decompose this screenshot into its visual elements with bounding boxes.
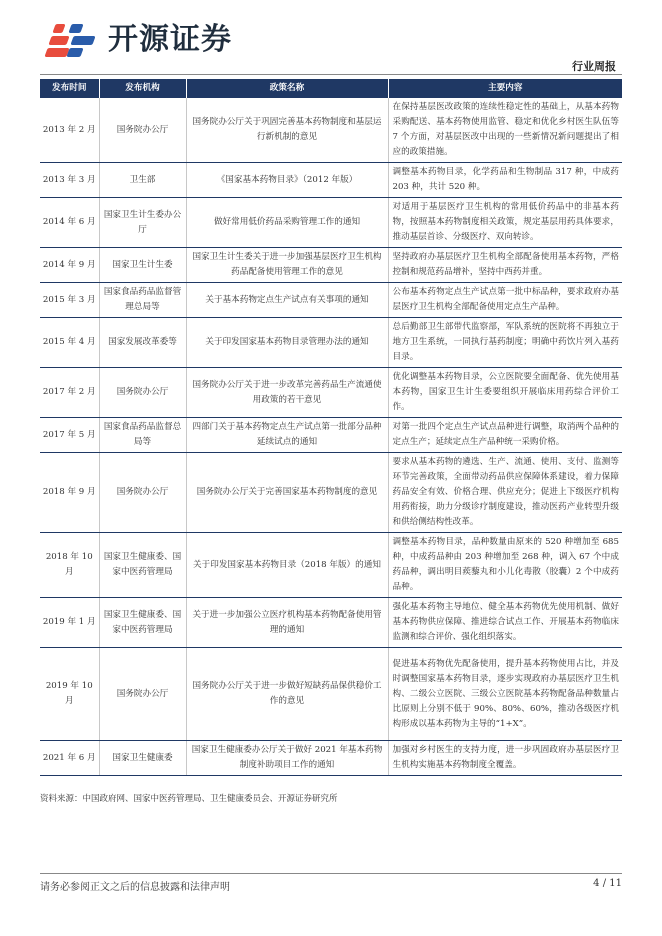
- policy-table: [40, 79, 622, 776]
- cell-org: 国家卫生计生委: [99, 248, 186, 283]
- cell-policy-name: 四部门关于基本药物定点生产试点第一批部分品种延续试点的通知: [186, 418, 388, 453]
- cell-policy-name: 关于基本药物定点生产试点有关事项的通知: [186, 283, 388, 318]
- source-note: 资料来源：中国政府网、国家中医药管理局、卫生健康委员会、开源证券研究所: [40, 794, 338, 804]
- cell-date: 2013 年 3 月: [40, 163, 99, 198]
- cell-org: 卫生部: [99, 163, 186, 198]
- cell-org: 国家食品药品监督管理总局等: [99, 283, 186, 318]
- cell-date: 2014 年 9 月: [40, 248, 99, 283]
- column-header-org: 发布机构: [99, 79, 186, 98]
- cell-content: 坚持政府办基层医疗卫生机构全部配备使用基本药物，严格控制和规范药品增补，坚持中西药并重。: [388, 248, 622, 283]
- cell-policy-name: 国务院办公厅关于巩固完善基本药物制度和基层运行新机制的意见: [186, 98, 388, 163]
- cell-date: 2018 年 9 月: [40, 453, 99, 533]
- cell-content: 总后勤部卫生部带代监察部，军队系统的医院将不再独立于地方卫生系统，一同执行基药制度；明确中药饮片列入基药目录。: [388, 318, 622, 368]
- cell-policy-name: 做好常用低价药品采购管理工作的通知: [186, 198, 388, 248]
- cell-content: 要求从基本药物的遴选、生产、流通、使用、支付、监测等环节完善政策，全面带动药品供应保障体系建设，着力保障药品安全有效、价格合理、供应充分；促进上下级医疗机构用药衔接，助力分级诊疗制度建设，推动医药产业转型升级和供给侧结构性改革。: [388, 453, 622, 533]
- cell-date: 2019 年 1 月: [40, 598, 99, 648]
- page-header: [0, 0, 662, 80]
- logo-mark-icon: [50, 20, 102, 60]
- table-row: [40, 248, 622, 283]
- cell-policy-name: 国务院办公厅关于进一步做好短缺药品保供稳价工作的意见: [186, 648, 388, 741]
- column-header-date: 发布时间: [40, 79, 99, 98]
- cell-policy-name: 关于印发国家基本药物目录管理办法的通知: [186, 318, 388, 368]
- cell-org: 国家卫生健康委、国家中医药管理局: [99, 533, 186, 598]
- cell-org: 国务院办公厅: [99, 648, 186, 741]
- cell-org: 国家卫生计生委办公厅: [99, 198, 186, 248]
- cell-content: 公布基本药物定点生产试点第一批中标品种，要求政府办基层医疗卫生机构全部配备使用定点生产品种。: [388, 283, 622, 318]
- cell-date: 2019 年 10 月: [40, 648, 99, 741]
- table-row: [40, 368, 622, 418]
- table-body: [40, 98, 622, 776]
- company-logo: [50, 20, 270, 60]
- report-type-label: 行业周报: [572, 60, 616, 73]
- cell-content: 对第一批四个定点生产试点品种进行调整，取消两个品种的定点生产；延续定点生产品种统一采购价格。: [388, 418, 622, 453]
- cell-date: 2013 年 2 月: [40, 98, 99, 163]
- cell-org: 国家卫生健康委: [99, 741, 186, 776]
- table-row: [40, 98, 622, 163]
- table-row: [40, 533, 622, 598]
- table-row: [40, 283, 622, 318]
- table-row: [40, 418, 622, 453]
- cell-date: 2017 年 5 月: [40, 418, 99, 453]
- cell-content: 在保持基层医改政策的连续性稳定性的基础上，从基本药物采购配送、基本药物使用监管、稳定和优化乡村医生队伍等 7 个方面，对基层医改中出现的一些新情况新问题提出了相应的政策措施。: [388, 98, 622, 163]
- cell-policy-name: 国家卫生计生委关于进一步加强基层医疗卫生机构药品配备使用管理工作的意见: [186, 248, 388, 283]
- cell-date: 2021 年 6 月: [40, 741, 99, 776]
- cell-content: 促进基本药物优先配备使用，提升基本药物使用占比，并及时调整国家基本药物目录，逐步实现政府办基层医疗卫生机构、二级公立医院、三级公立医院基本药物配备品种数量占比原则上分别不低于 90%、80%、60%，推动各级医疗机构形成以基本药物为主导的“1+X”。: [388, 648, 622, 741]
- table-row: [40, 648, 622, 741]
- cell-policy-name: 关于进一步加强公立医疗机构基本药物配备使用管理的通知: [186, 598, 388, 648]
- cell-content: 加强对乡村医生的支持力度，进一步巩固政府办基层医疗卫生机构实施基本药物制度全覆盖。: [388, 741, 622, 776]
- cell-policy-name: 关于印发国家基本药物目录（2018 年版）的通知: [186, 533, 388, 598]
- footer-divider: [40, 873, 622, 874]
- cell-date: 2014 年 6 月: [40, 198, 99, 248]
- cell-date: 2018 年 10 月: [40, 533, 99, 598]
- cell-org: 国务院办公厅: [99, 453, 186, 533]
- table-row: [40, 318, 622, 368]
- cell-content: 对适用于基层医疗卫生机构的常用低价药品中的非基本药物，按照基本药物制度相关政策，规定基层用药具体要求，推动基层首诊、分级医疗、双向转诊。: [388, 198, 622, 248]
- cell-date: 2015 年 3 月: [40, 283, 99, 318]
- cell-org: 国务院办公厅: [99, 368, 186, 418]
- cell-policy-name: 国家卫生健康委办公厅关于做好 2021 年基本药物制度补助项目工作的通知: [186, 741, 388, 776]
- table-row: [40, 163, 622, 198]
- table-header-row: [40, 79, 622, 98]
- cell-content: 调整基本药物目录，化学药品和生物制品 317 种，中成药 203 种，共计 520 种。: [388, 163, 622, 198]
- cell-policy-name: 国务院办公厅关于进一步改革完善药品生产流通使用政策的若干意见: [186, 368, 388, 418]
- page-number: 4 / 11: [593, 878, 622, 889]
- cell-content: 强化基本药物主导地位、健全基本药物优先使用机制、做好基本药物供应保障、推进综合试点工作、开展基本药物临床监测和综合评价、强化组织落实。: [388, 598, 622, 648]
- logo-text: 开源证券: [108, 22, 232, 57]
- table-row: [40, 598, 622, 648]
- header-divider: [40, 74, 622, 75]
- cell-date: 2015 年 4 月: [40, 318, 99, 368]
- cell-content: 优化调整基本药物目录，公立医院要全面配备、优先使用基本药物，国家卫生计生委要组织开展临床用药综合评价工作。: [388, 368, 622, 418]
- cell-org: 国家发展改革委等: [99, 318, 186, 368]
- cell-org: 国务院办公厅: [99, 98, 186, 163]
- table-row: [40, 198, 622, 248]
- cell-policy-name: 《国家基本药物目录》（2012 年版）: [186, 163, 388, 198]
- footer-disclaimer: 请务必参阅正文之后的信息披露和法律声明: [40, 882, 230, 893]
- cell-content: 调整基本药物目录，品种数量由原来的 520 种增加至 685 种，中成药品种由 203 种增加至 268 种，调入 67 个中成药品种，调出明目蒺藜丸和小儿化毒散（胶囊）2 个中成药品种。: [388, 533, 622, 598]
- cell-org: 国家食品药品监督总局等: [99, 418, 186, 453]
- table-row: [40, 453, 622, 533]
- cell-org: 国家卫生健康委、国家中医药管理局: [99, 598, 186, 648]
- cell-date: 2017 年 2 月: [40, 368, 99, 418]
- cell-policy-name: 国务院办公厅关于完善国家基本药物制度的意见: [186, 453, 388, 533]
- column-header-policy-name: 政策名称: [186, 79, 388, 98]
- column-header-content: 主要内容: [388, 79, 622, 98]
- table-row: [40, 741, 622, 776]
